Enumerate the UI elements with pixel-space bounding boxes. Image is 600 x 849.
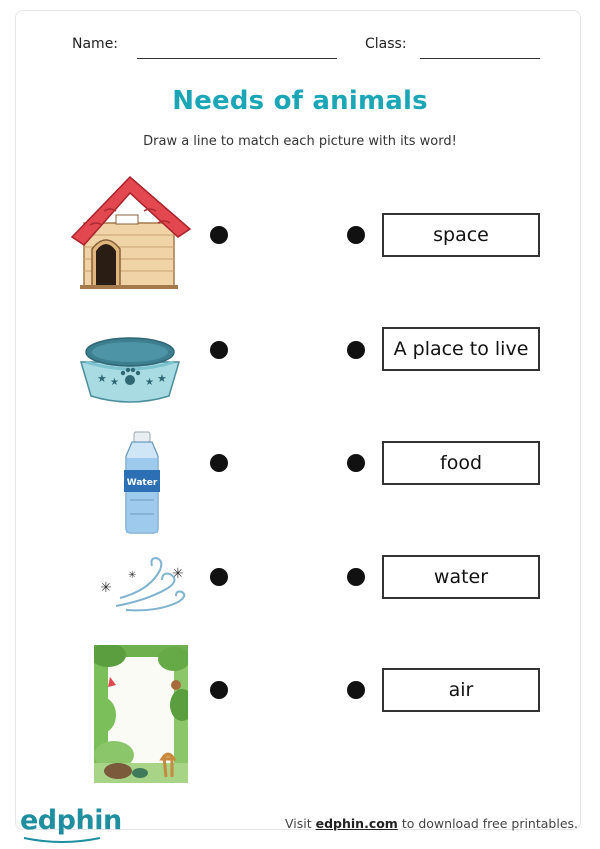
footer-text	[285, 816, 578, 831]
svg-text:★: ★	[110, 377, 119, 388]
svg-text:✳: ✳	[128, 570, 137, 581]
footer-link[interactable]: edphin.com	[315, 816, 398, 831]
picture-dot[interactable]	[210, 568, 228, 586]
picture-dot[interactable]	[210, 226, 228, 244]
edphin-logo: edphin	[20, 805, 122, 836]
word-box: space	[382, 213, 540, 257]
svg-text:★: ★	[97, 372, 107, 385]
water-bottle-icon	[118, 430, 166, 539]
wind-icon	[98, 548, 190, 618]
jungle-frame-icon	[94, 645, 188, 787]
picture-dot[interactable]	[210, 341, 228, 359]
svg-text:★: ★	[145, 377, 154, 388]
instruction-text: Draw a line to match each picture with its word!	[143, 134, 457, 149]
pet-bowl-icon	[77, 330, 183, 408]
logo-swoosh-icon	[22, 836, 102, 844]
picture-dot[interactable]	[210, 681, 228, 699]
footer-visit-suffix: to download free printables.	[401, 816, 578, 831]
word-box: A place to live	[382, 327, 540, 371]
picture-dot[interactable]	[210, 454, 228, 472]
svg-text:★: ★	[157, 372, 167, 385]
class-field-line[interactable]	[420, 58, 540, 59]
word-dot[interactable]	[347, 681, 365, 699]
word-dot[interactable]	[347, 226, 365, 244]
word-dot[interactable]	[347, 341, 365, 359]
word-box: food	[382, 441, 540, 485]
page-title: Needs of animals	[172, 86, 428, 116]
footer-visit-prefix: Visit	[284, 816, 312, 831]
name-field-line[interactable]	[137, 58, 337, 59]
name-label: Name:	[72, 36, 119, 52]
word-dot[interactable]	[347, 454, 365, 472]
word-dot[interactable]	[347, 568, 365, 586]
doghouse-icon	[70, 175, 192, 295]
word-box: air	[382, 668, 540, 712]
svg-text:✳: ✳	[100, 580, 112, 596]
class-label: Class:	[365, 36, 407, 52]
word-box: water	[382, 555, 540, 599]
svg-text:✳: ✳	[172, 566, 184, 582]
bottle-label: Water	[126, 478, 158, 488]
